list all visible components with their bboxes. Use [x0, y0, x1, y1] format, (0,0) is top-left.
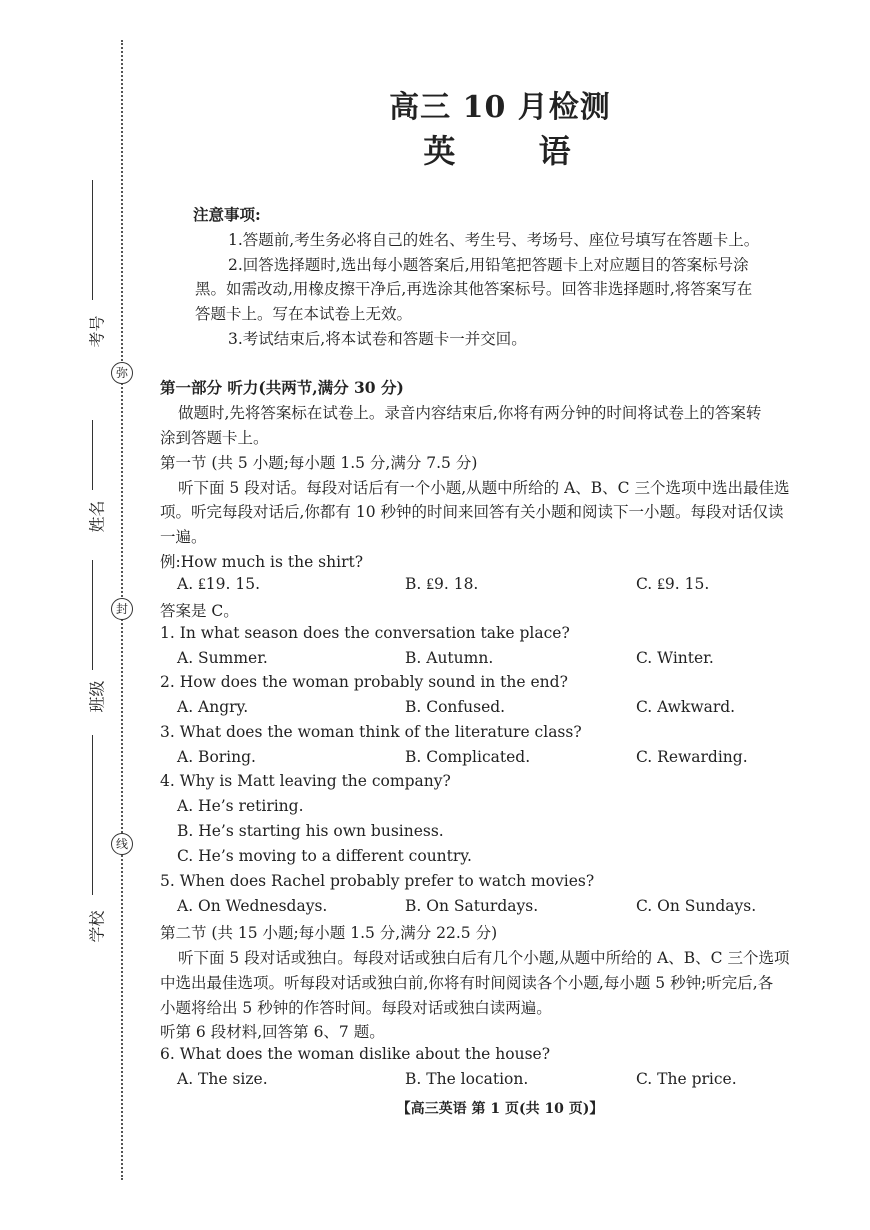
q5-option-a: A. On Wednesdays. [177, 897, 328, 915]
fill-line [92, 560, 93, 670]
exam-number-label: 考号 [87, 315, 107, 348]
section1-instr-line-1: 听下面 5 段对话。每段对话后有一个小题,从题中所给的 A、B、C 三个选项中选出最佳选 [178, 479, 790, 497]
section1-instr-line-2: 项。听完每段对话后,你都有 10 秒钟的时间来回答有关小题和阅读下一小题。每段对话仅读 [160, 503, 784, 521]
q1-option-a: A. Summer. [177, 649, 268, 667]
seal-char-feng: 封 [111, 598, 133, 620]
q5-option-b: B. On Saturdays. [405, 897, 539, 915]
seal-char-xian: 线 [111, 833, 133, 855]
name-label: 姓名 [87, 500, 107, 533]
part1-intro-line-1: 做题时,先将答案标在试卷上。录音内容结束后,你将有两分钟的时间将试卷上的答案转 [178, 404, 762, 422]
notice-item-2-line-1: 2.回答选择题时,选出每小题答案后,用铅笔把答题卡上对应题目的答案标号涂 [228, 256, 749, 274]
part1-intro-line-2: 涂到答题卡上。 [160, 429, 269, 447]
notice-item-3: 3.考试结束后,将本试卷和答题卡一并交回。 [228, 330, 527, 348]
section2-instr-line-3: 小题将给出 5 秒钟的作答时间。每段对话或独白读两遍。 [160, 999, 552, 1017]
example-option-a: A. ₤19. 15. [177, 575, 261, 593]
question-5: 5. When does Rachel probably prefer to watch movies? [160, 872, 595, 890]
q6-option-b: B. The location. [405, 1070, 529, 1088]
fill-line [92, 180, 93, 300]
subject-title: 英 语 [423, 132, 577, 170]
q6-option-a: A. The size. [177, 1070, 268, 1088]
example-question: 例:How much is the shirt? [160, 553, 364, 571]
exam-number-field[interactable] [70, 180, 107, 360]
q5-option-c: C. On Sundays. [636, 897, 757, 915]
section2-heading: 第二节 (共 15 小题;每小题 1.5 分,满分 22.5 分) [160, 924, 498, 942]
q6-option-c: C. The price. [636, 1070, 737, 1088]
fill-line [92, 735, 93, 895]
notice-heading: 注意事项: [193, 205, 261, 224]
name-field[interactable] [70, 420, 107, 570]
q4-option-a: A. He’s retiring. [177, 797, 304, 815]
exam-title: 高三 10 月检测 [389, 90, 611, 125]
q3-option-a: A. Boring. [177, 748, 256, 766]
notice-item-1: 1.答题前,考生务必将自己的姓名、考生号、考场号、座位号填写在答题卡上。 [228, 231, 760, 249]
question-2: 2. How does the woman probably sound in the end? [160, 673, 568, 691]
question-3: 3. What does the woman think of the literature class? [160, 723, 582, 741]
school-field[interactable] [70, 735, 107, 955]
q4-option-c: C. He’s moving to a different country. [177, 847, 472, 865]
class-label: 班级 [87, 680, 107, 713]
example-option-b: B. ₤9. 18. [405, 575, 479, 593]
example-option-c: C. ₤9. 15. [636, 575, 710, 593]
fill-line [92, 420, 93, 490]
q4-option-b: B. He’s starting his own business. [177, 822, 444, 840]
question-1: 1. In what season does the conversation take place? [160, 624, 570, 642]
section2-instr-line-1: 听下面 5 段对话或独白。每段对话或独白后有几个小题,从题中所给的 A、B、C 三个选项 [178, 949, 790, 967]
notice-item-2-line-2: 黑。如需改动,用橡皮擦干净后,再选涂其他答案标号。回答非选择题时,将答案写在 [195, 280, 753, 298]
example-answer: 答案是 C。 [160, 602, 239, 620]
q2-option-b: B. Confused. [405, 698, 506, 716]
school-label: 学校 [87, 910, 107, 943]
q2-option-c: C. Awkward. [636, 698, 736, 716]
q3-option-c: C. Rewarding. [636, 748, 748, 766]
material-6-instruction: 听第 6 段材料,回答第 6、7 题。 [160, 1023, 385, 1041]
question-6: 6. What does the woman dislike about the house? [160, 1045, 551, 1063]
class-field[interactable] [70, 560, 107, 720]
question-4: 4. Why is Matt leaving the company? [160, 772, 451, 790]
q2-option-a: A. Angry. [177, 698, 249, 716]
q1-option-c: C. Winter. [636, 649, 714, 667]
section2-instr-line-2: 中选出最佳选项。听每段对话或独白前,你将有时间阅读各个小题,每小题 5 秒钟;听完后,各 [160, 974, 774, 992]
section1-instr-line-3: 一遍。 [160, 528, 207, 546]
binding-margin [0, 0, 140, 1230]
page-footer: 【高三英语 第 1 页(共 10 页)】 [396, 1101, 604, 1117]
part1-heading: 第一部分 听力(共两节,满分 30 分) [160, 378, 404, 397]
notice-item-2-line-3: 答题卡上。写在本试卷上无效。 [195, 305, 413, 323]
q3-option-b: B. Complicated. [405, 748, 531, 766]
seal-char-mi: 弥 [111, 362, 133, 384]
section1-heading: 第一节 (共 5 小题;每小题 1.5 分,满分 7.5 分) [160, 454, 478, 472]
q1-option-b: B. Autumn. [405, 649, 494, 667]
